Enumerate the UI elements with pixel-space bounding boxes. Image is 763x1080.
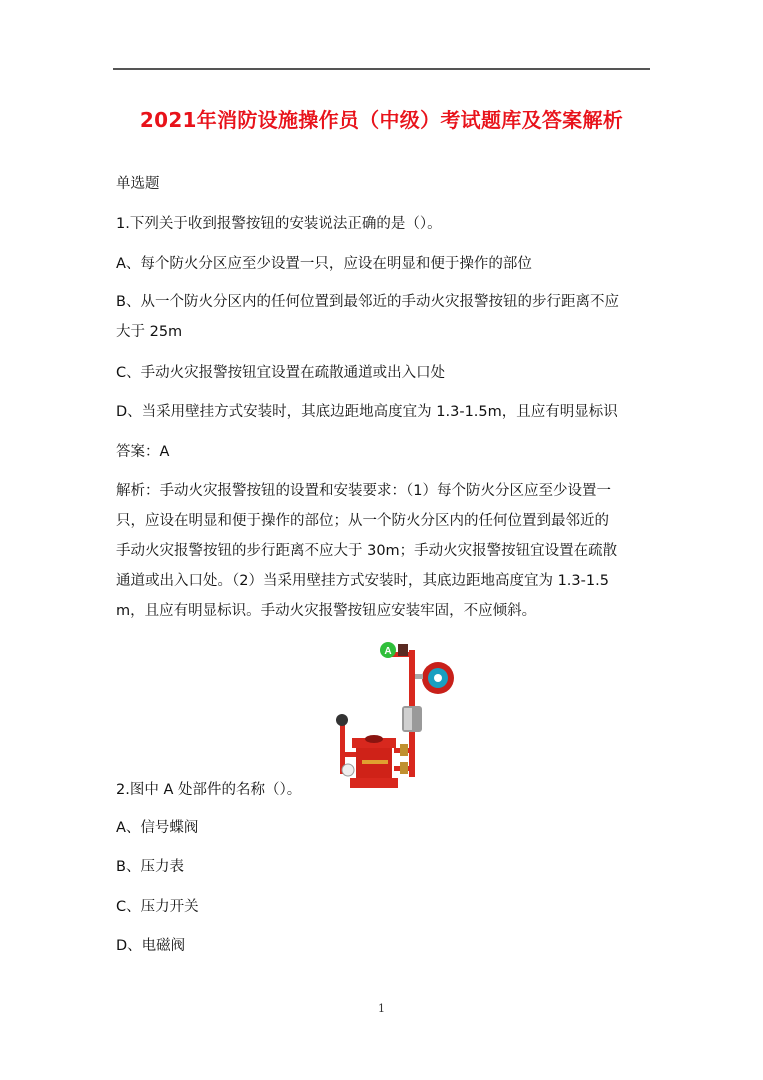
question-2-stem: 2.图中 A 处部件的名称（）。 <box>116 782 302 798</box>
question-2-option-d: D、电磁阀 <box>116 938 186 954</box>
question-1-analysis-line: 通道或出入口处。（2）当采用壁挂方式安装时，其底边距地高度宜为 1.3-1.5 <box>116 573 609 589</box>
question-1-option-a: A、每个防火分区应至少设置一只，应设在明显和便于操作的部位 <box>116 256 532 272</box>
question-1-analysis-line: 只，应设在明显和便于操作的部位；从一个防火分区内的任何位置到最邻近的 <box>116 513 609 529</box>
question-2-option-c: C、压力开关 <box>116 899 199 915</box>
question-2-option-b: B、压力表 <box>116 859 184 875</box>
alarm-valve-illustration <box>320 638 470 800</box>
question-1-option-b: B、从一个防火分区内的任何位置到最邻近的手动火灾报警按钮的步行距离不应 <box>116 294 619 310</box>
question-2-option-a: A、信号蝶阀 <box>116 820 199 836</box>
question-1-option-d: D、当采用壁挂方式安装时，其底边距地高度宜为 1.3-1.5m，且应有明显标识 <box>116 404 618 420</box>
alarm-valve-figure <box>320 638 470 800</box>
figure-marker-a: A <box>384 646 392 657</box>
question-1-analysis-line: m，且应有明显标识。手动火灾报警按钮应安装牢固，不应倾斜。 <box>116 603 537 619</box>
page-number: 1 <box>378 1002 385 1015</box>
question-1-stem: 1.下列关于收到报警按钮的安装说法正确的是（）。 <box>116 216 442 232</box>
question-1-answer: 答案：A <box>116 444 170 460</box>
section-heading: 单选题 <box>116 176 160 192</box>
question-1-analysis-line: 手动火灾报警按钮的步行距离不应大于 30m；手动火灾报警按钮宜设置在疏散 <box>116 543 618 559</box>
question-1-option-c: C、手动火灾报警按钮宜设置在疏散通道或出入口处 <box>116 365 446 381</box>
question-1-option-b-cont: 大于 25m <box>116 324 183 340</box>
document-title: 2021年消防设施操作员（中级）考试题库及答案解析 <box>139 108 624 132</box>
header-rule <box>113 68 650 70</box>
question-1-analysis-line: 解析：手动火灾报警按钮的设置和安装要求：（1）每个防火分区应至少设置一 <box>116 483 611 499</box>
